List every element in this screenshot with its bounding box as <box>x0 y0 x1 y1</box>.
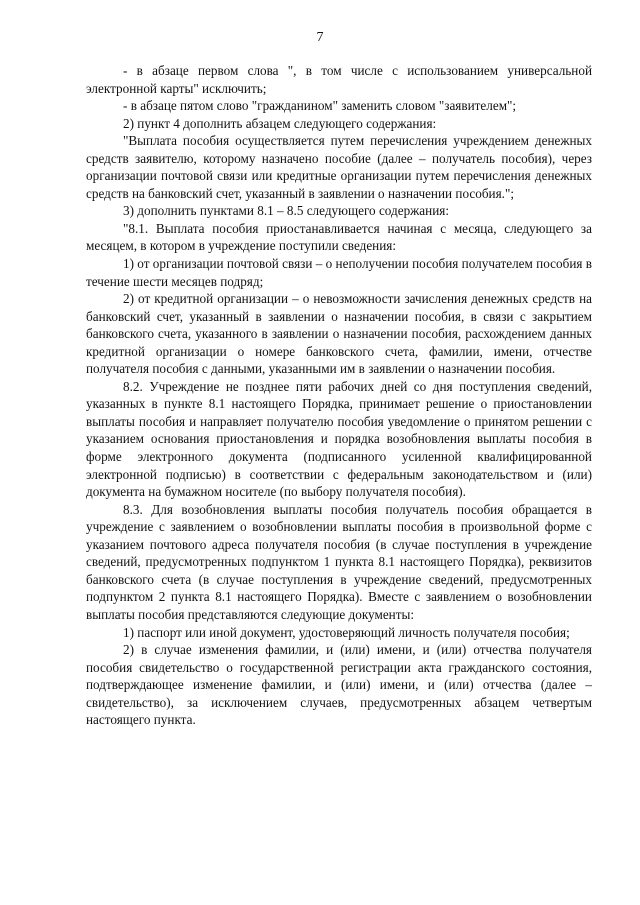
page-number: 7 <box>316 30 324 45</box>
paragraph: 1) от организации почтовой связи – о неполучении пособия получателем пособия в течение шести месяцев подряд; <box>86 256 592 289</box>
paragraph: 8.3. Для возобновления выплаты пособия получатель пособия обращается в учреждение с заявлением о возобновлении выплаты пособия в произвольной форме с указанием почтового адреса получателя пособия (в случае поступления в учреждение сведений, предусмотренных подпунктом 1 пункта 8.1 настоящего Порядка), реквизитов банковского счета (в случае поступления в учреждение сведений, предусмотренных подпунктом 2 пункта 8.1 настоящего Порядка). Вместе с заявлением о возобновлении выплаты пособия представляются следующие документы: <box>86 501 592 622</box>
paragraph: 1) паспорт или иной документ, удостоверяющий личность получателя пособия; <box>123 624 570 640</box>
paragraph: - в абзаце пятом слово "гражданином" заменить словом "заявителем"; <box>123 98 517 114</box>
paragraph: "Выплата пособия осуществляется путем перечисления учреждением денежных средств заявителю, которому назначено пособие (далее – получатель пособия), через организации почтовой связи или кредитные организации путем перечисления денежных средств на банковский счет, указанный в заявлении о назначении пособия."; <box>86 133 592 201</box>
paragraph: 2) пункт 4 дополнить абзацем следующего содержания: <box>123 115 437 131</box>
paragraph: 2) в случае изменения фамилии, и (или) имени, и (или) отчества получателя пособия свидетельство о государственной регистрации акта гражданского состояния, подтверждающее изменение фамилии, и (или) имени, и (или) отчества (далее – свидетельство), за исключением случаев, предусмотренных абзацем четвертым настоящего пункта. <box>86 642 592 728</box>
paragraph: 3) дополнить пунктами 8.1 – 8.5 следующего содержания: <box>123 203 449 219</box>
document-body <box>86 62 592 729</box>
paragraph: "8.1. Выплата пособия приостанавливается начиная с месяца, следующего за месяцем, в котором в учреждение поступили сведения: <box>86 220 592 254</box>
paragraph: - в абзаце первом слова ", в том числе с использованием универсальной электронной карты" исключить; <box>86 63 592 96</box>
paragraph: 8.2. Учреждение не позднее пяти рабочих дней со дня поступления сведений, указанных в пункте 8.1 настоящего Порядка, принимает решение о приостановлении выплаты пособия и направляет получателю пособия уведомление о принятом решении с указанием основания приостановления и порядка возобновления выплаты пособия в форме электронного документа (подписанного усиленной квалифицированной электронной подписью) в соответствии с федеральным законодательством и (или) документа на бумажном носителе (по выбору получателя пособия). <box>86 378 592 500</box>
paragraph: 2) от кредитной организации – о невозможности зачисления денежных средств на банковский счет, указанный в заявлении о назначении пособия, в связи с закрытием банковского счета, указанного в заявлении о назначении пособия, расхождением данных кредитной организации о номере банковского счета, фамилии, имени, отчестве получателя пособия с данными, указанными им в заявлении о назначении пособия. <box>86 291 592 377</box>
